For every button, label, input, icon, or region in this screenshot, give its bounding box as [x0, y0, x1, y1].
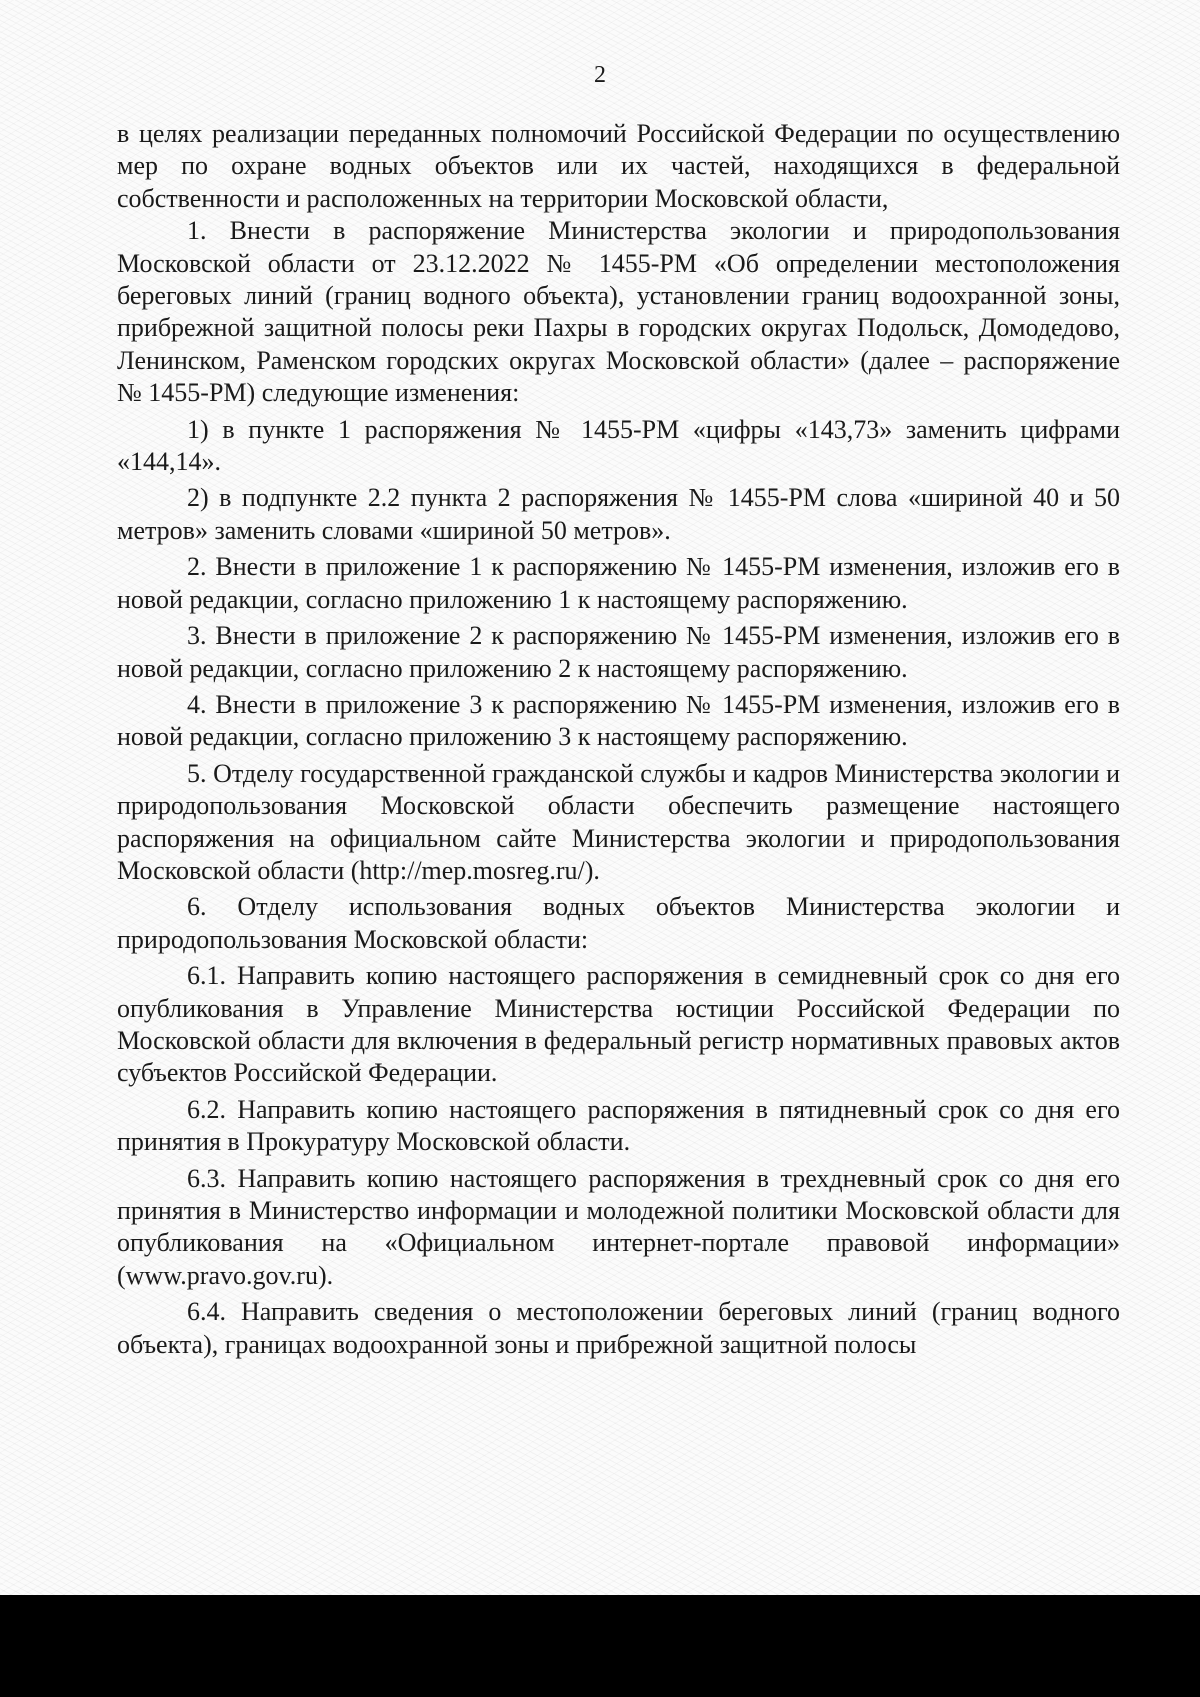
paragraph-item-6-1: 6.1. Направить копию настоящего распоряжения в семидневный срок со дня его опубликования в Управление Министерства юстиции Российской Федерации по Московской области для включения в федеральный регистр нормативных правовых актов субъектов Российской Федерации.: [117, 961, 1120, 1088]
paragraph-subitem-1-1: 1) в пункте 1 распоряжения № 1455-РМ «цифры «143,73» заменить цифрами «144,14».: [117, 414, 1120, 477]
paragraph-item-2: 2. Внести в приложение 1 к распоряжению № 1455-РМ изменения, изложив его в новой редакции, согласно приложению 1 к настоящему распоряжению.: [117, 552, 1120, 614]
paragraph-item-6-3: 6.3. Направить копию настоящего распоряжения в трехдневный срок со дня его принятия в Министерство информации и молодежной политики Московской области для опубликования на «Официальном интернет-портале правовой информации» (www.pravo.gov.ru).: [117, 1163, 1120, 1290]
paragraph-subitem-1-2: 2) в подпункте 2.2 пункта 2 распоряжения № 1455-РМ слова «шириной 40 и 50 метров» заменить словами «шириной 50 метров».: [117, 483, 1120, 545]
paragraph-item-6-2: 6.2. Направить копию настоящего распоряжения в пятидневный срок со дня его принятия в Прокуратуру Московской области.: [117, 1094, 1120, 1157]
scan-bottom-border: [0, 1595, 1200, 1697]
paragraph-item-4: 4. Внести в приложение 3 к распоряжению № 1455-РМ изменения, изложив его в новой редакции, согласно приложению 3 к настоящему распоряжению.: [117, 689, 1120, 752]
paragraph-item-6: 6. Отделу использования водных объектов Министерства экологии и природопользования Московской области:: [117, 892, 1120, 954]
paragraph-item-6-4: 6.4. Направить сведения о местоположении береговых линий (границ водного объекта), границах водоохранной зоны и прибрежной защитной полосы: [117, 1297, 1120, 1359]
paragraph-item-5: 5. Отделу государственной гражданской службы и кадров Министерства экологии и природопользования Московской области обеспечить размещение настоящего распоряжения на официальном сайте Министерства экологии и природопользования Московской области (http://mep.mosreg.ru/).: [117, 758, 1120, 885]
paragraph-item-1: 1. Внести в распоряжение Министерства экологии и природопользования Московской области от 23.12.2022 № 1455-РМ «Об определении местоположения береговых линий (границ водного объекта), установлении границ водоохранной зоны, прибрежной защитной полосы реки Пахры в городских округах Подольск, Домодедово, Ленинском, Раменском городских округах Московской области» (далее – распоряжение № 1455-РМ) следующие изменения:: [117, 216, 1120, 408]
preamble-paragraph: в целях реализации переданных полномочий Российской Федерации по осуществлению мер по охране водных объектов или их частей, находящихся в федеральной собственности и расположенных на территории Московской области,: [117, 119, 1120, 213]
paragraph-item-3: 3. Внести в приложение 2 к распоряжению № 1455-РМ изменения, изложив его в новой редакции, согласно приложению 2 к настоящему распоряжению.: [117, 621, 1120, 683]
document-body: [117, 118, 1120, 1361]
page-number: 2: [594, 62, 606, 88]
